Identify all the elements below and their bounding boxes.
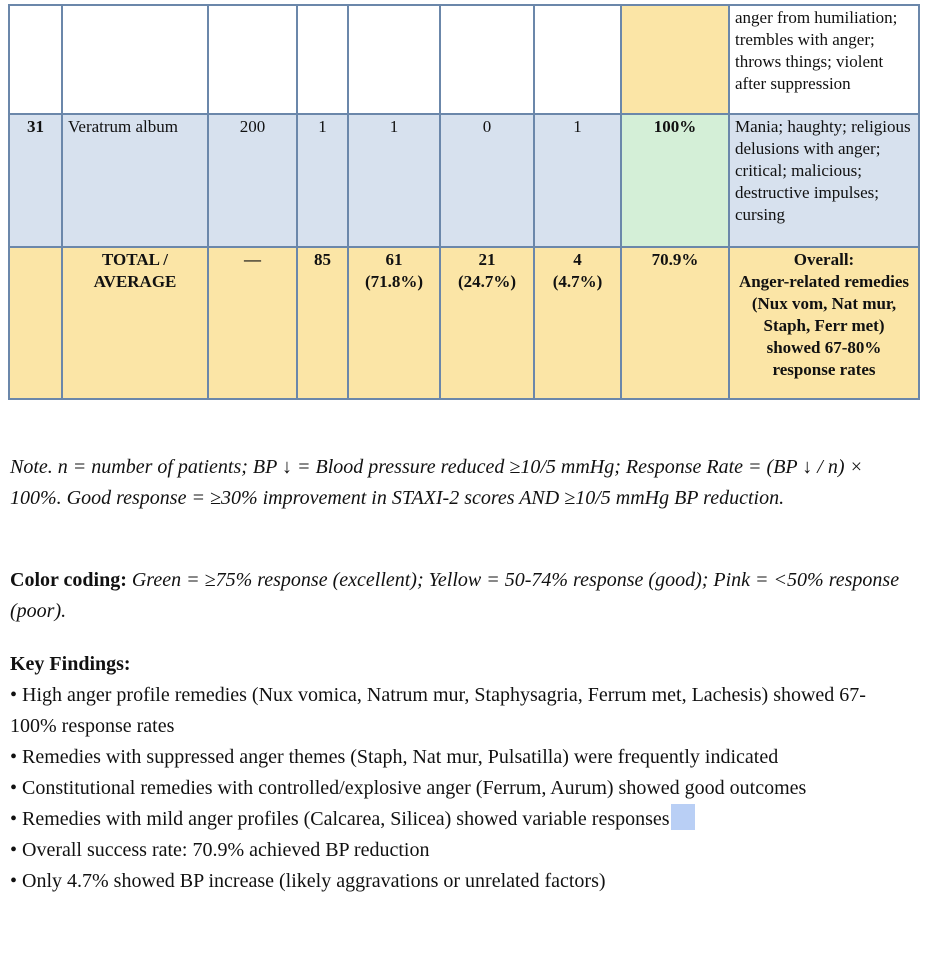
potency-cell: — (208, 247, 297, 399)
table-cell (9, 247, 62, 399)
remarks-cell: anger from humiliation; trembles with anger; throws things; violent after suppression (729, 5, 919, 114)
table-cell (208, 5, 297, 114)
list-item: • Remedies with suppressed anger themes (Staph, Nat mur, Pulsatilla) were frequently indicated (10, 746, 779, 768)
response-rate-cell (621, 5, 729, 114)
bp-down-pct: (71.8%) (364, 272, 424, 291)
remedy-name: Veratrum album (62, 114, 208, 247)
list-item-text: • Remedies with mild anger profiles (Calcarea, Silicea) showed variable responses (10, 808, 670, 830)
text-cursor-selection[interactable] (671, 804, 695, 830)
bp-down-count: 61 (385, 250, 403, 269)
color-coding-text: Green = ≥75% response (excellent); Yellow = 50-74% response (good); Pink = <50% response (poor). (10, 569, 900, 622)
color-coding-label: Color coding: (10, 569, 127, 591)
table-cell (440, 5, 534, 114)
bp-up-count: 4 (573, 250, 582, 269)
table-cell (297, 5, 348, 114)
table-cell (348, 5, 440, 114)
list-item: • Constitutional remedies with controlled/explosive anger (Ferrum, Aurum) showed good outcomes (10, 777, 807, 799)
list-item (10, 804, 910, 835)
table-cell (9, 5, 62, 114)
table-note: Note. n = number of patients; BP ↓ = Blood pressure reduced ≥10/5 mmHg; Response Rate = (BP ↓ / n) × 100%. Good response = ≥30% improvement in STAXI-2 scores AND ≥10/5 mmHg BP reduction. (10, 456, 863, 509)
remarks-cell: Mania; haughty; religious delusions with anger; critical; malicious; destructive impulses; cursing (729, 114, 919, 247)
bp-up-cell: 1 (534, 114, 621, 247)
remedy-results-table (8, 4, 920, 400)
table-row (9, 114, 919, 247)
list-item: • High anger profile remedies (Nux vomica, Natrum mur, Staphysagria, Ferrum met, Lachesis) showed 67-100% response rates (10, 684, 866, 737)
table-row (9, 5, 919, 114)
table-cell (534, 5, 621, 114)
response-rate-cell: 100% (621, 114, 729, 247)
bp-up-cell (534, 247, 621, 399)
table-cell (62, 5, 208, 114)
total-row (9, 247, 919, 399)
list-item: • Overall success rate: 70.9% achieved BP reduction (10, 839, 430, 861)
bp-down-cell: 1 (348, 114, 440, 247)
no-change-cell: 0 (440, 114, 534, 247)
row-number: 31 (9, 114, 62, 247)
overall-text: Anger-related remedies (Nux vom, Nat mur, Staph, Ferr met) showed 67-80% response rates (738, 272, 910, 379)
bp-up-pct: (4.7%) (552, 272, 603, 291)
no-change-count: 21 (478, 250, 496, 269)
n-cell: 1 (297, 114, 348, 247)
total-label: TOTAL / AVERAGE (62, 247, 208, 399)
no-change-pct: (24.7%) (457, 272, 517, 291)
no-change-cell (440, 247, 534, 399)
color-coding (10, 565, 910, 627)
overall-cell (729, 247, 919, 399)
n-cell: 85 (297, 247, 348, 399)
response-rate-cell: 70.9% (621, 247, 729, 399)
key-findings (10, 649, 910, 897)
key-findings-heading: Key Findings: (10, 653, 131, 675)
bp-down-cell (348, 247, 440, 399)
overall-label: Overall: (793, 250, 855, 269)
potency-cell: 200 (208, 114, 297, 247)
list-item: • Only 4.7% showed BP increase (likely aggravations or unrelated factors) (10, 870, 606, 892)
